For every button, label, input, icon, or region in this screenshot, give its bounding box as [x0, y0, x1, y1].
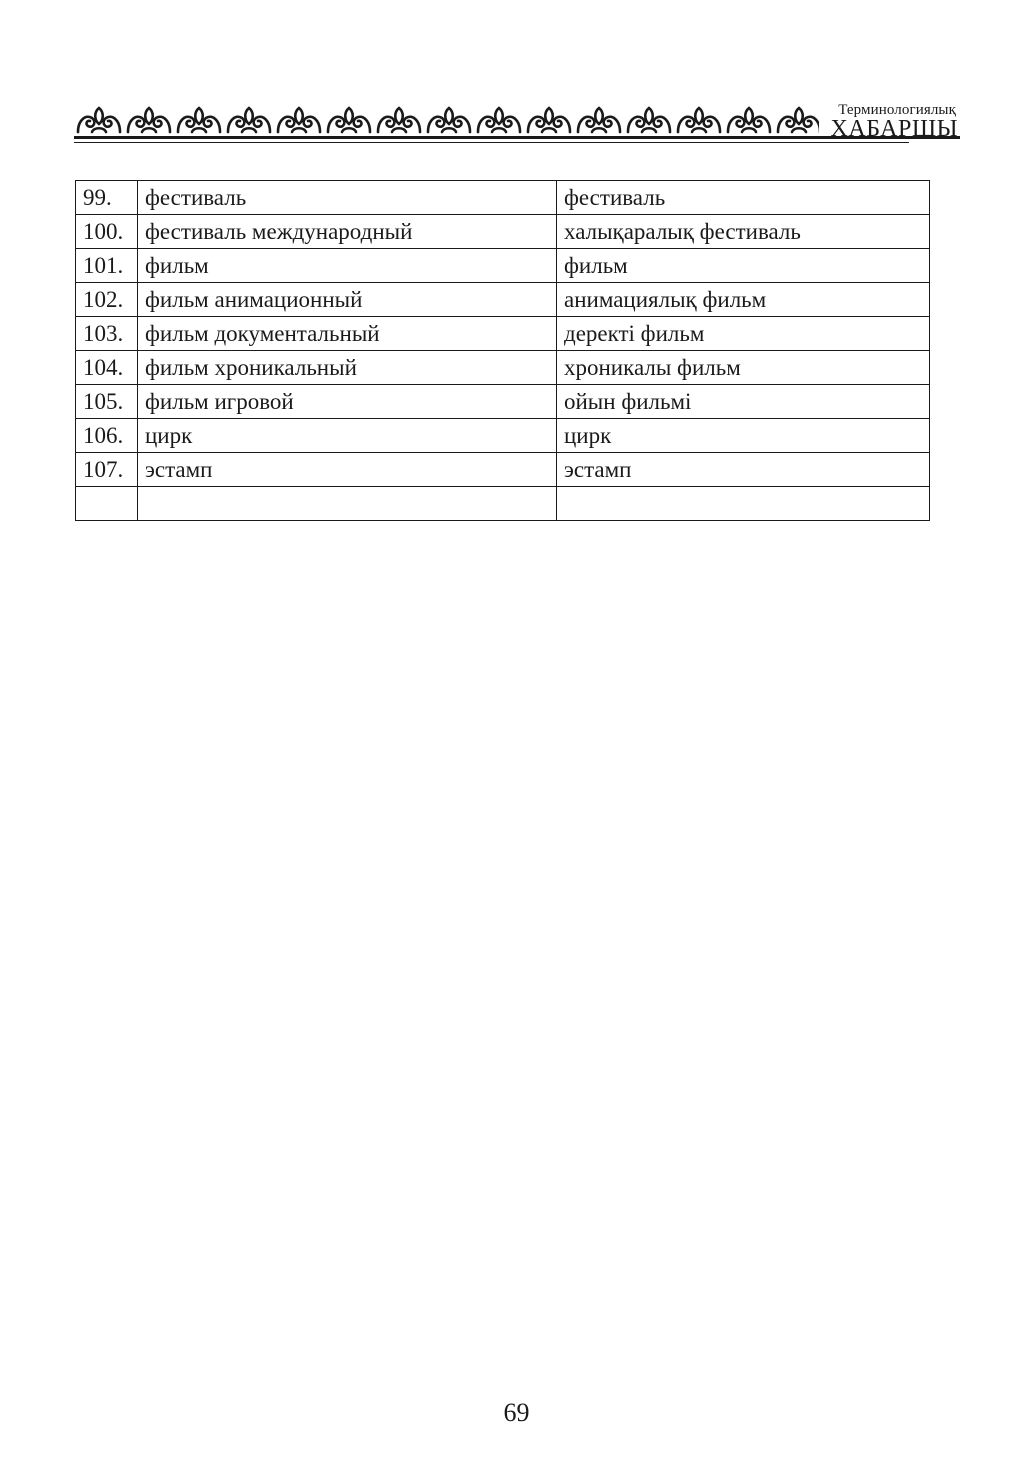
page-number: 69 — [503, 1398, 530, 1427]
row-number: 100. — [76, 215, 138, 249]
term-kazakh: фестиваль — [557, 181, 930, 215]
term-kazakh: эстамп — [557, 453, 930, 487]
term-russian: фильм хроникальный — [138, 351, 557, 385]
table-row-empty — [76, 487, 930, 521]
ornament-icon — [74, 98, 819, 138]
term-russian: фестиваль — [138, 181, 557, 215]
term-russian: фильм документальный — [138, 317, 557, 351]
row-number: 102. — [76, 283, 138, 317]
term-kazakh: анимациялық фильм — [557, 283, 930, 317]
header-rule-thin — [74, 142, 909, 143]
term-kazakh: халықаралық фестиваль — [557, 215, 930, 249]
table-row — [76, 453, 930, 487]
row-number: 106. — [76, 419, 138, 453]
term-russian: фильм игровой — [138, 385, 557, 419]
term-kazakh: фильм — [557, 249, 930, 283]
table-row — [76, 215, 930, 249]
term-kazakh: хроникалы фильм — [557, 351, 930, 385]
term-russian: эстамп — [138, 453, 557, 487]
table-row — [76, 283, 930, 317]
term-russian: фильм — [138, 249, 557, 283]
table-row — [76, 351, 930, 385]
table-row — [76, 419, 930, 453]
term-russian: фестиваль международный — [138, 215, 557, 249]
row-number: 105. — [76, 385, 138, 419]
table-row — [76, 181, 930, 215]
table-row — [76, 249, 930, 283]
row-number — [76, 487, 138, 521]
row-number: 103. — [76, 317, 138, 351]
terms-table — [75, 180, 930, 521]
table-row — [76, 385, 930, 419]
term-russian: фильм анимационный — [138, 283, 557, 317]
row-number: 101. — [76, 249, 138, 283]
term-kazakh: ойын фильмі — [557, 385, 930, 419]
row-number: 104. — [76, 351, 138, 385]
header-rule — [74, 136, 960, 139]
term-kazakh — [557, 487, 930, 521]
journal-subtitle: Терминологиялық — [838, 102, 956, 118]
row-number: 107. — [76, 453, 138, 487]
journal-title: ХАБАРШЫ — [830, 116, 958, 142]
table-row — [76, 317, 930, 351]
term-kazakh: деректі фильм — [557, 317, 930, 351]
term-russian: цирк — [138, 419, 557, 453]
page-header — [74, 96, 960, 148]
term-russian — [138, 487, 557, 521]
row-number: 99. — [76, 181, 138, 215]
term-kazakh: цирк — [557, 419, 930, 453]
